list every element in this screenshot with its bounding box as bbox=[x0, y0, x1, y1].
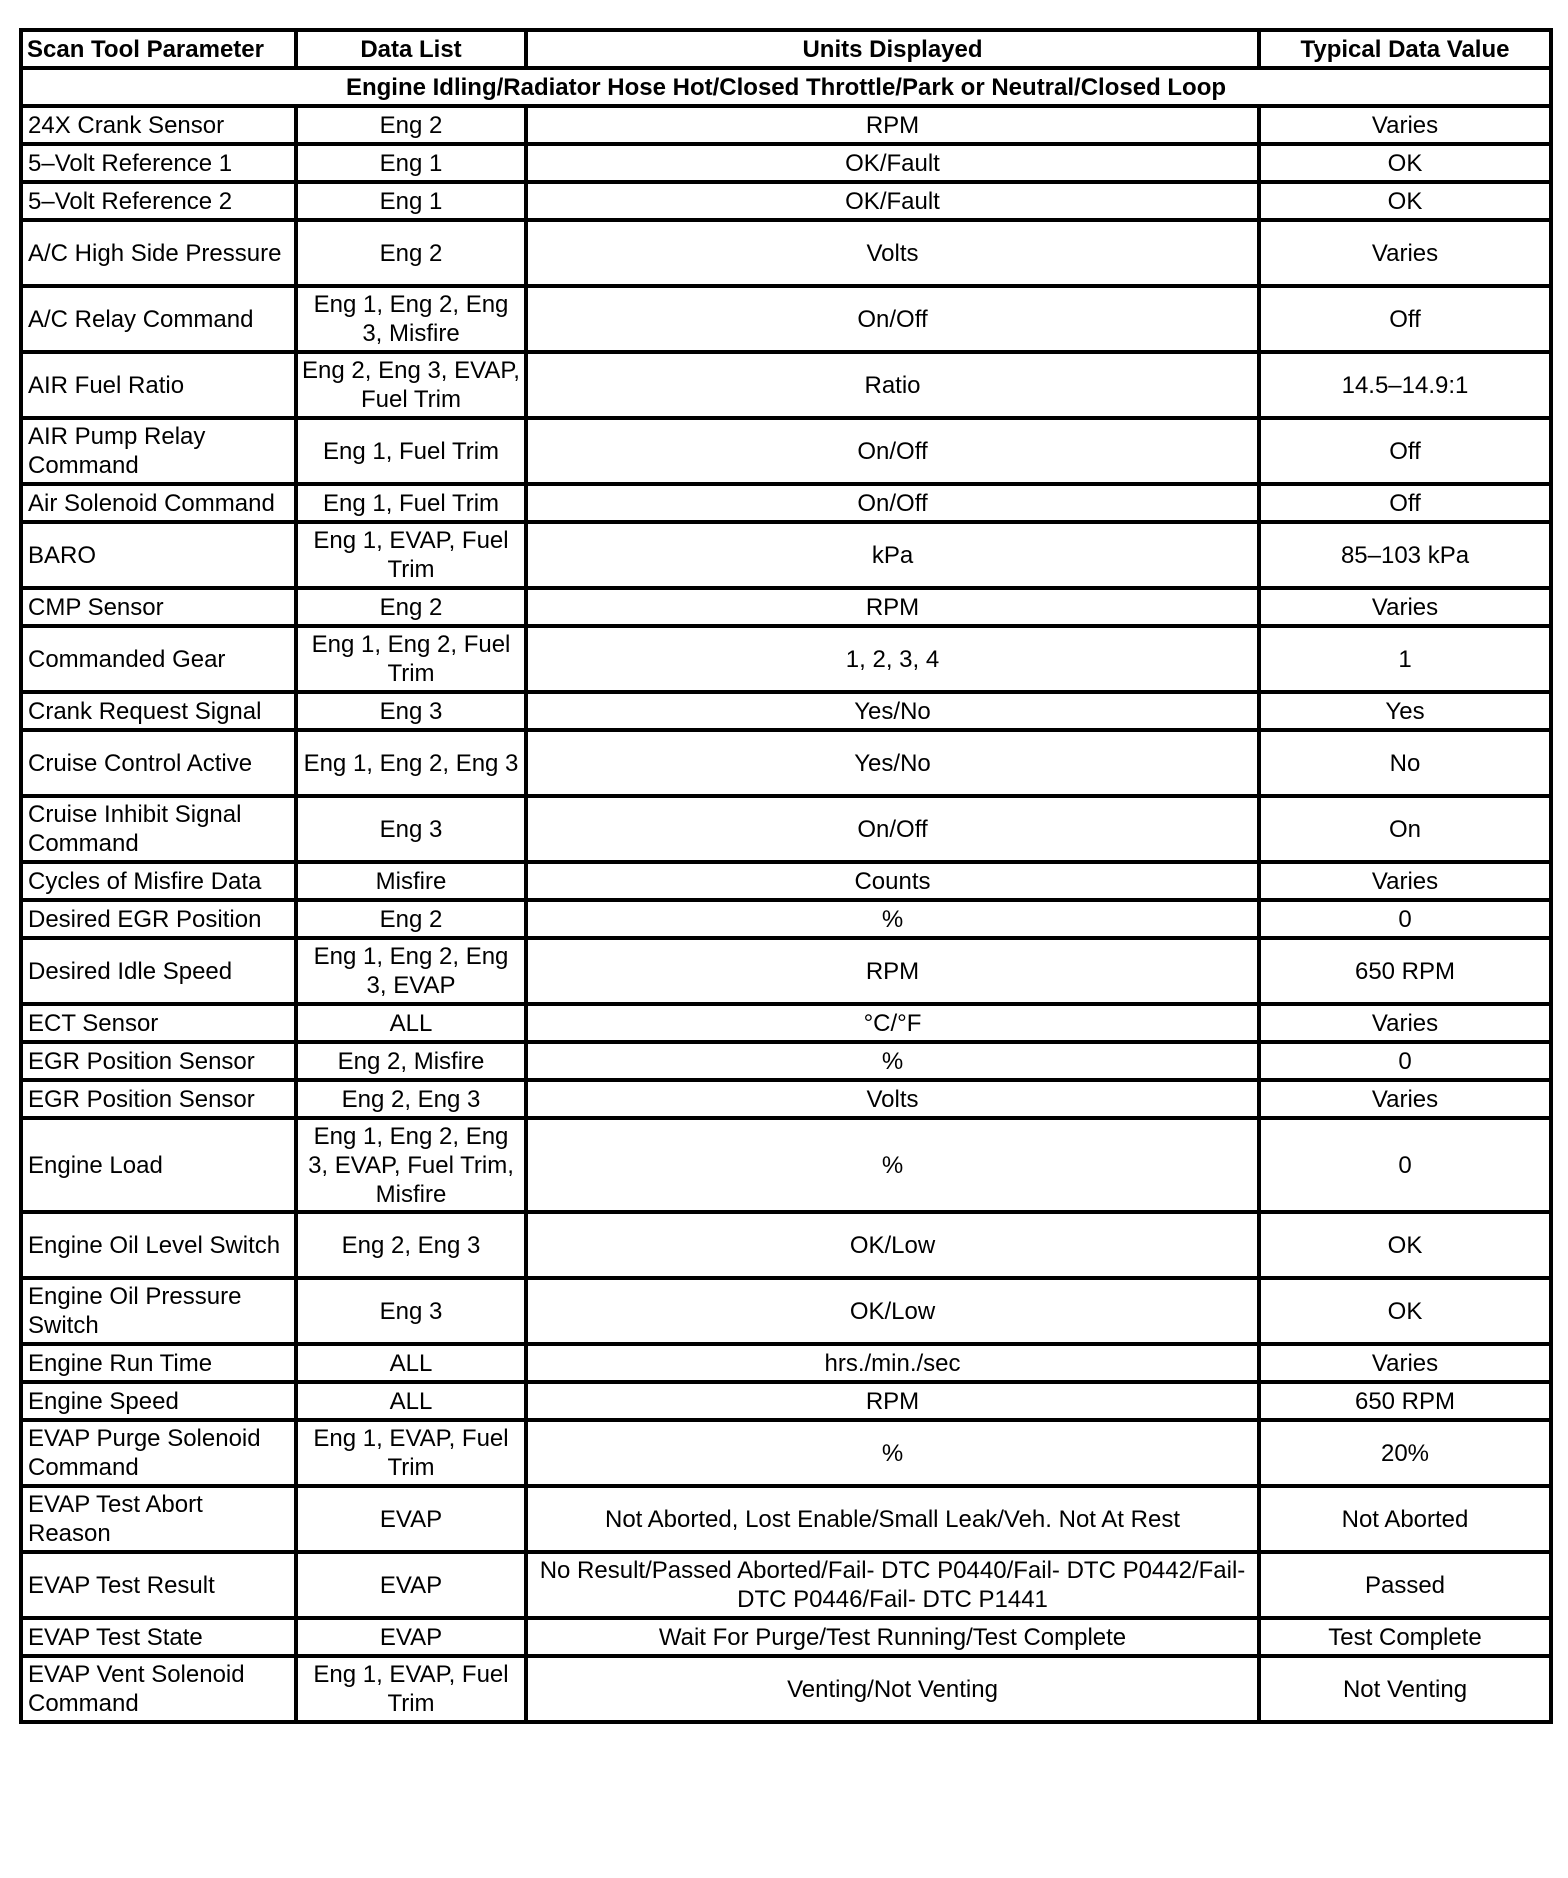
cell-parameter: CMP Sensor bbox=[21, 588, 296, 626]
cell-data-list: EVAP bbox=[296, 1618, 526, 1656]
cell-units: Ratio bbox=[526, 352, 1259, 418]
cell-parameter: EGR Position Sensor bbox=[21, 1080, 296, 1118]
cell-units: OK/Low bbox=[526, 1212, 1259, 1278]
cell-units: OK/Fault bbox=[526, 144, 1259, 182]
cell-units: RPM bbox=[526, 106, 1259, 144]
cell-data-list: ALL bbox=[296, 1344, 526, 1382]
cell-parameter: 5–Volt Reference 1 bbox=[21, 144, 296, 182]
cell-typical: No bbox=[1259, 730, 1551, 796]
cell-typical: 0 bbox=[1259, 900, 1551, 938]
cell-units: % bbox=[526, 1420, 1259, 1486]
table-row bbox=[21, 418, 1551, 484]
cell-typical: 1 bbox=[1259, 626, 1551, 692]
cell-parameter: Cycles of Misfire Data bbox=[21, 862, 296, 900]
cell-parameter: Engine Oil Level Switch bbox=[21, 1212, 296, 1278]
cell-units: Wait For Purge/Test Running/Test Complete bbox=[526, 1618, 1259, 1656]
cell-parameter: A/C Relay Command bbox=[21, 286, 296, 352]
cell-units: Volts bbox=[526, 220, 1259, 286]
cell-data-list: Eng 1, Eng 2, Eng 3, EVAP, Fuel Trim, Misfire bbox=[296, 1118, 526, 1212]
cell-parameter: EVAP Purge Solenoid Command bbox=[21, 1420, 296, 1486]
table-row bbox=[21, 182, 1551, 220]
cell-parameter: Engine Oil Pressure Switch bbox=[21, 1278, 296, 1344]
header-units: Units Displayed bbox=[526, 30, 1259, 68]
cell-units: RPM bbox=[526, 588, 1259, 626]
cell-data-list: Eng 2, Eng 3 bbox=[296, 1212, 526, 1278]
cell-units: RPM bbox=[526, 938, 1259, 1004]
table-row bbox=[21, 1118, 1551, 1212]
cell-units: No Result/Passed Aborted/Fail- DTC P0440/Fail- DTC P0442/Fail- DTC P0446/Fail- DTC P1441 bbox=[526, 1552, 1259, 1618]
cell-units: Yes/No bbox=[526, 730, 1259, 796]
cell-units: Volts bbox=[526, 1080, 1259, 1118]
cell-parameter: 5–Volt Reference 2 bbox=[21, 182, 296, 220]
table-row bbox=[21, 588, 1551, 626]
table-row bbox=[21, 144, 1551, 182]
cell-data-list: Eng 2 bbox=[296, 106, 526, 144]
cell-units: % bbox=[526, 1042, 1259, 1080]
cell-parameter: EGR Position Sensor bbox=[21, 1042, 296, 1080]
cell-units: kPa bbox=[526, 522, 1259, 588]
cell-parameter: Crank Request Signal bbox=[21, 692, 296, 730]
cell-data-list: ALL bbox=[296, 1004, 526, 1042]
cell-typical: 650 RPM bbox=[1259, 1382, 1551, 1420]
cell-data-list: Eng 1, Fuel Trim bbox=[296, 484, 526, 522]
cell-data-list: Misfire bbox=[296, 862, 526, 900]
cell-data-list: Eng 3 bbox=[296, 796, 526, 862]
table-row bbox=[21, 1552, 1551, 1618]
cell-units: °C/°F bbox=[526, 1004, 1259, 1042]
cell-typical: OK bbox=[1259, 1278, 1551, 1344]
table-row bbox=[21, 286, 1551, 352]
group-title-row bbox=[21, 68, 1551, 106]
table-row bbox=[21, 1420, 1551, 1486]
cell-units: Yes/No bbox=[526, 692, 1259, 730]
table-row bbox=[21, 1656, 1551, 1722]
cell-typical: OK bbox=[1259, 144, 1551, 182]
table-row bbox=[21, 796, 1551, 862]
header-row bbox=[21, 30, 1551, 68]
cell-parameter: EVAP Test Abort Reason bbox=[21, 1486, 296, 1552]
cell-units: RPM bbox=[526, 1382, 1259, 1420]
cell-units: On/Off bbox=[526, 484, 1259, 522]
cell-typical: On bbox=[1259, 796, 1551, 862]
cell-data-list: Eng 1, EVAP, Fuel Trim bbox=[296, 522, 526, 588]
cell-parameter: Desired Idle Speed bbox=[21, 938, 296, 1004]
cell-data-list: Eng 1, Fuel Trim bbox=[296, 418, 526, 484]
cell-data-list: Eng 2 bbox=[296, 220, 526, 286]
cell-data-list: ALL bbox=[296, 1382, 526, 1420]
table-row bbox=[21, 1080, 1551, 1118]
cell-parameter: EVAP Test Result bbox=[21, 1552, 296, 1618]
cell-units: On/Off bbox=[526, 796, 1259, 862]
cell-data-list: Eng 2 bbox=[296, 588, 526, 626]
table-row bbox=[21, 938, 1551, 1004]
table-row bbox=[21, 352, 1551, 418]
table-row bbox=[21, 1212, 1551, 1278]
cell-data-list: Eng 2, Eng 3, EVAP, Fuel Trim bbox=[296, 352, 526, 418]
cell-data-list: Eng 1, Eng 2, Eng 3, EVAP bbox=[296, 938, 526, 1004]
cell-typical: Not Aborted bbox=[1259, 1486, 1551, 1552]
table-row bbox=[21, 1042, 1551, 1080]
cell-parameter: Cruise Control Active bbox=[21, 730, 296, 796]
header-data-list: Data List bbox=[296, 30, 526, 68]
cell-units: OK/Low bbox=[526, 1278, 1259, 1344]
cell-typical: Varies bbox=[1259, 1004, 1551, 1042]
cell-parameter: AIR Pump Relay Command bbox=[21, 418, 296, 484]
cell-typical: OK bbox=[1259, 182, 1551, 220]
cell-data-list: Eng 3 bbox=[296, 692, 526, 730]
group-title: Engine Idling/Radiator Hose Hot/Closed Throttle/Park or Neutral/Closed Loop bbox=[21, 68, 1551, 106]
cell-parameter: Cruise Inhibit Signal Command bbox=[21, 796, 296, 862]
cell-typical: 0 bbox=[1259, 1042, 1551, 1080]
table-row bbox=[21, 220, 1551, 286]
cell-typical: Varies bbox=[1259, 106, 1551, 144]
table-row bbox=[21, 522, 1551, 588]
cell-typical: Off bbox=[1259, 484, 1551, 522]
cell-data-list: Eng 1, Eng 2, Eng 3, Misfire bbox=[296, 286, 526, 352]
cell-typical: Varies bbox=[1259, 220, 1551, 286]
table-row bbox=[21, 626, 1551, 692]
cell-units: Venting/Not Venting bbox=[526, 1656, 1259, 1722]
table-row bbox=[21, 1486, 1551, 1552]
cell-typical: Test Complete bbox=[1259, 1618, 1551, 1656]
cell-parameter: A/C High Side Pressure bbox=[21, 220, 296, 286]
header-parameter: Scan Tool Parameter bbox=[21, 30, 296, 68]
cell-data-list: Eng 3 bbox=[296, 1278, 526, 1344]
cell-parameter: AIR Fuel Ratio bbox=[21, 352, 296, 418]
cell-units: On/Off bbox=[526, 286, 1259, 352]
table-row bbox=[21, 1278, 1551, 1344]
cell-typical: OK bbox=[1259, 1212, 1551, 1278]
cell-typical: 20% bbox=[1259, 1420, 1551, 1486]
cell-data-list: Eng 1 bbox=[296, 144, 526, 182]
table-row bbox=[21, 1344, 1551, 1382]
table-row bbox=[21, 1618, 1551, 1656]
cell-data-list: Eng 2 bbox=[296, 900, 526, 938]
cell-parameter: EVAP Vent Solenoid Command bbox=[21, 1656, 296, 1722]
cell-data-list: EVAP bbox=[296, 1552, 526, 1618]
cell-parameter: Air Solenoid Command bbox=[21, 484, 296, 522]
cell-units: % bbox=[526, 1118, 1259, 1212]
cell-data-list: Eng 2, Misfire bbox=[296, 1042, 526, 1080]
cell-data-list: Eng 1, EVAP, Fuel Trim bbox=[296, 1656, 526, 1722]
table-row bbox=[21, 862, 1551, 900]
cell-typical: Varies bbox=[1259, 1344, 1551, 1382]
cell-typical: Off bbox=[1259, 286, 1551, 352]
table-row bbox=[21, 484, 1551, 522]
table-row bbox=[21, 1382, 1551, 1420]
cell-data-list: Eng 2, Eng 3 bbox=[296, 1080, 526, 1118]
data-table-page bbox=[19, 28, 1549, 1724]
cell-typical: 650 RPM bbox=[1259, 938, 1551, 1004]
table-row bbox=[21, 730, 1551, 796]
cell-typical: Varies bbox=[1259, 588, 1551, 626]
cell-data-list: Eng 1, Eng 2, Eng 3 bbox=[296, 730, 526, 796]
table-row bbox=[21, 1004, 1551, 1042]
header-typical-value: Typical Data Value bbox=[1259, 30, 1551, 68]
cell-data-list: Eng 1, EVAP, Fuel Trim bbox=[296, 1420, 526, 1486]
cell-typical: Off bbox=[1259, 418, 1551, 484]
cell-typical: 85–103 kPa bbox=[1259, 522, 1551, 588]
cell-parameter: EVAP Test State bbox=[21, 1618, 296, 1656]
cell-parameter: Engine Load bbox=[21, 1118, 296, 1212]
cell-typical: 0 bbox=[1259, 1118, 1551, 1212]
cell-typical: Varies bbox=[1259, 862, 1551, 900]
cell-units: 1, 2, 3, 4 bbox=[526, 626, 1259, 692]
cell-typical: Not Venting bbox=[1259, 1656, 1551, 1722]
table-row bbox=[21, 106, 1551, 144]
scan-tool-data-table bbox=[19, 28, 1553, 1724]
cell-parameter: Engine Speed bbox=[21, 1382, 296, 1420]
table-row bbox=[21, 692, 1551, 730]
cell-parameter: Desired EGR Position bbox=[21, 900, 296, 938]
table-row bbox=[21, 900, 1551, 938]
cell-units: Not Aborted, Lost Enable/Small Leak/Veh. Not At Rest bbox=[526, 1486, 1259, 1552]
cell-typical: 14.5–14.9:1 bbox=[1259, 352, 1551, 418]
cell-parameter: ECT Sensor bbox=[21, 1004, 296, 1042]
cell-units: On/Off bbox=[526, 418, 1259, 484]
cell-parameter: 24X Crank Sensor bbox=[21, 106, 296, 144]
cell-data-list: EVAP bbox=[296, 1486, 526, 1552]
cell-data-list: Eng 1, Eng 2, Fuel Trim bbox=[296, 626, 526, 692]
cell-typical: Passed bbox=[1259, 1552, 1551, 1618]
cell-units: Counts bbox=[526, 862, 1259, 900]
cell-parameter: BARO bbox=[21, 522, 296, 588]
cell-units: hrs./min./sec bbox=[526, 1344, 1259, 1382]
cell-parameter: Engine Run Time bbox=[21, 1344, 296, 1382]
cell-typical: Yes bbox=[1259, 692, 1551, 730]
cell-units: % bbox=[526, 900, 1259, 938]
cell-data-list: Eng 1 bbox=[296, 182, 526, 220]
cell-parameter: Commanded Gear bbox=[21, 626, 296, 692]
cell-units: OK/Fault bbox=[526, 182, 1259, 220]
cell-typical: Varies bbox=[1259, 1080, 1551, 1118]
